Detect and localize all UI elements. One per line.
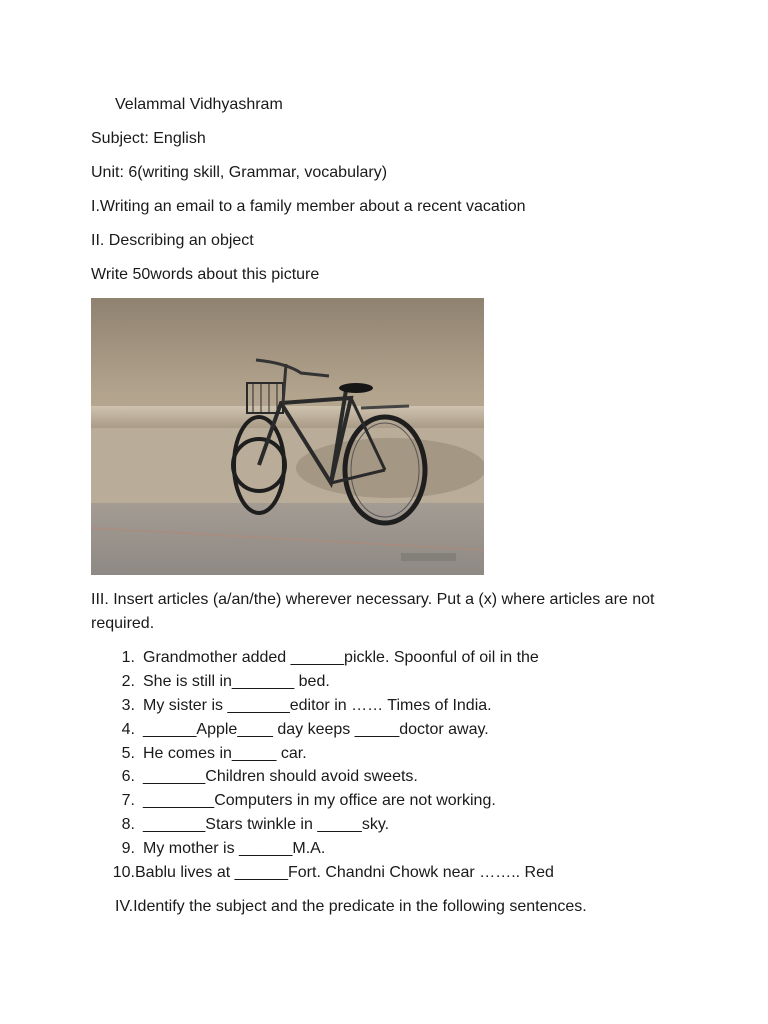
exercise-text: My mother is ______M.A. xyxy=(143,840,326,858)
articles-exercise-list xyxy=(91,646,691,885)
exercise-text: _______Stars twinkle in _____sky. xyxy=(143,816,390,834)
exercise-item xyxy=(91,765,691,789)
exercise-item xyxy=(91,742,691,766)
exercise-number: 6. xyxy=(121,768,135,786)
exercise-item xyxy=(91,694,691,718)
bicycle-picture xyxy=(91,298,484,575)
exercise-number: 10. xyxy=(112,864,135,882)
school-name: Velammal Vidhyashram xyxy=(115,96,283,113)
section-4-title: IV.Identify the subject and the predicate in the following sentences. xyxy=(115,898,587,915)
exercise-number: 9. xyxy=(121,840,135,858)
exercise-number: 2. xyxy=(121,672,135,690)
exercise-item xyxy=(91,837,691,861)
exercise-item xyxy=(91,789,691,813)
exercise-text: He comes in_____ car. xyxy=(143,744,307,762)
exercise-item xyxy=(91,670,691,694)
unit-line: Unit: 6(writing skill, Grammar, vocabulary) xyxy=(91,164,388,181)
exercise-text: _______Children should avoid sweets. xyxy=(143,768,418,786)
exercise-number: 1. xyxy=(121,649,135,666)
exercise-number: 3. xyxy=(121,696,135,714)
exercise-number: 7. xyxy=(121,792,135,810)
exercise-text: ________Computers in my office are not working. xyxy=(143,792,496,810)
section-2-title: II. Describing an object xyxy=(91,232,254,249)
section-1-title: I.Writing an email to a family member about a recent vacation xyxy=(91,198,526,215)
exercise-item xyxy=(91,813,691,837)
section-3-title: III. Insert articles (a/an/the) wherever necessary. Put a (x) where articles are not required. xyxy=(91,591,655,632)
section-2-instruction: Write 50words about this picture xyxy=(91,266,320,283)
exercise-number: 8. xyxy=(121,816,135,834)
exercise-text: Grandmother added ______pickle. Spoonful of oil in the xyxy=(143,649,539,666)
exercise-item xyxy=(91,646,691,670)
exercise-text: She is still in_______ bed. xyxy=(143,672,330,690)
exercise-text: ______Apple____ day keeps _____doctor away. xyxy=(143,720,489,738)
exercise-item xyxy=(91,861,691,885)
exercise-number: 5. xyxy=(121,744,135,762)
subject-line: Subject: English xyxy=(91,130,206,147)
exercise-number: 4. xyxy=(121,720,135,738)
exercise-text: Bablu lives at ______Fort. Chandni Chowk near …….. Red xyxy=(135,864,554,882)
exercise-text: My sister is _______editor in …… Times of India. xyxy=(143,696,492,714)
exercise-item xyxy=(91,718,691,742)
